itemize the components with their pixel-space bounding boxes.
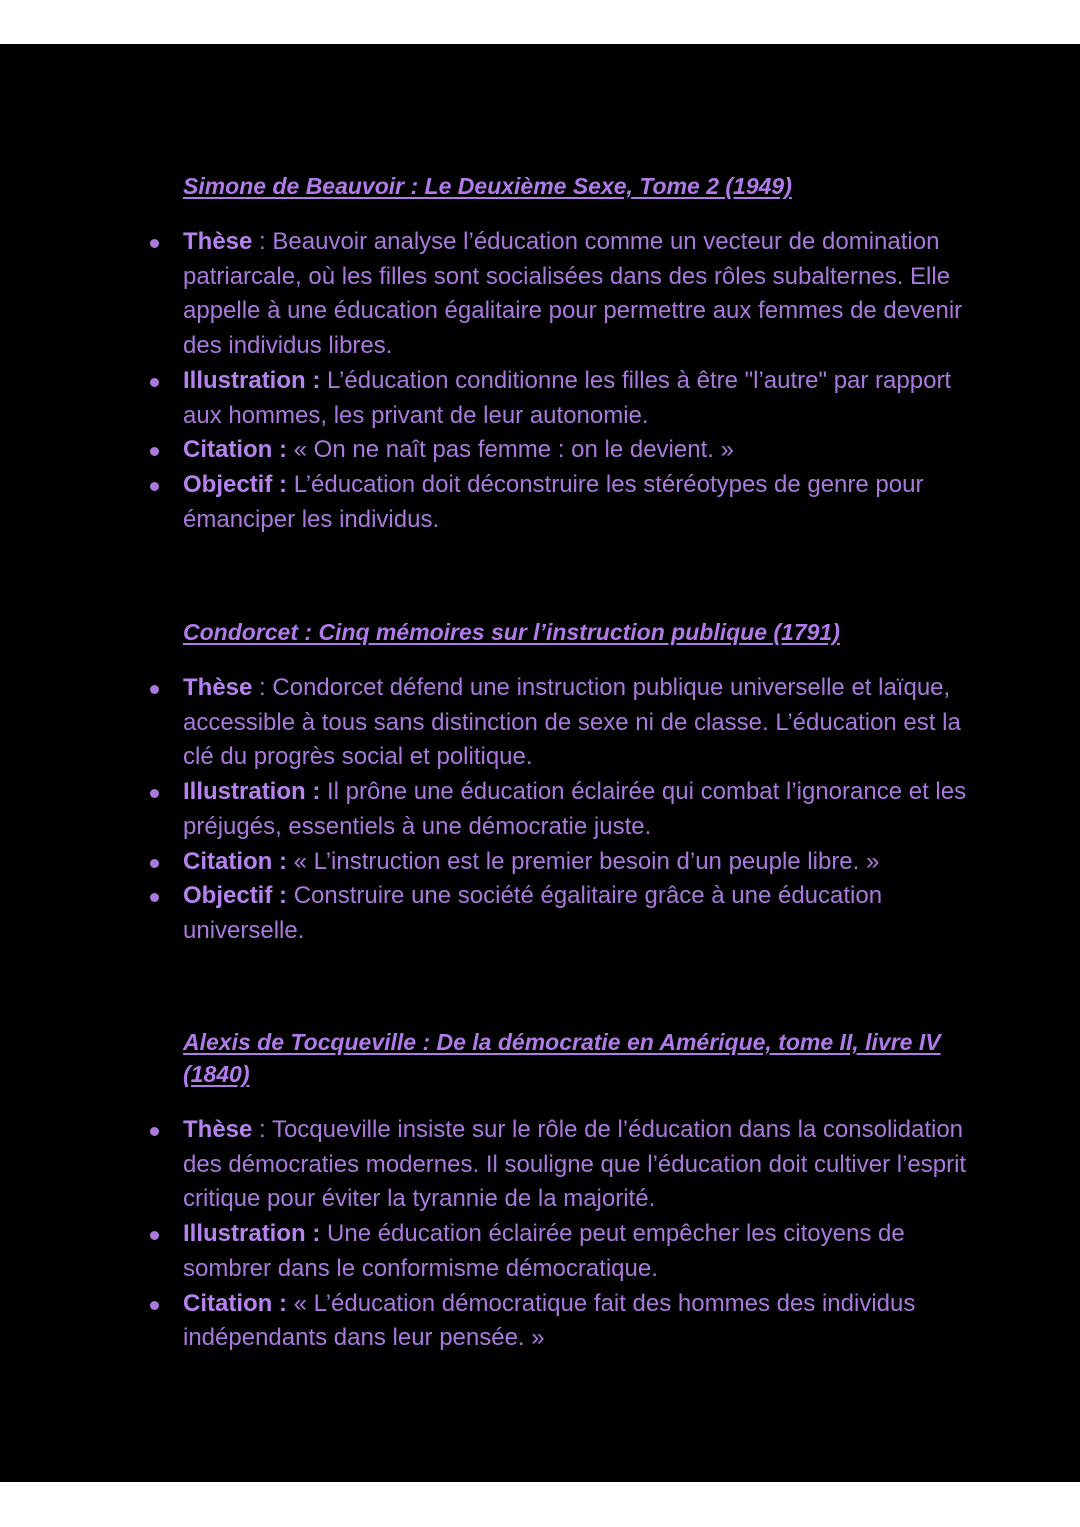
item-text: L’éducation conditionne les filles à être "l’autre" par rapport aux hommes, les privant de leur autonomie. xyxy=(183,366,952,429)
bullet-list xyxy=(0,225,1080,537)
item-text: Construire une société égalitaire grâce à une éducation universelle. xyxy=(183,882,883,944)
section-title: Alexis de Tocqueville : De la démocratie en Amérique, tome II, livre IV (1840) xyxy=(183,1029,941,1087)
bullet-icon xyxy=(150,789,159,798)
item-label: Thèse xyxy=(183,228,253,255)
list-item xyxy=(0,845,968,880)
bullet-icon xyxy=(150,685,159,694)
item-label: Citation : xyxy=(183,436,287,464)
list-item xyxy=(0,775,968,844)
list-item: Thèse : Beauvoir analyse l’éducation comme un vecteur de domination patriarcale, où les filles sont socialisées dans des rôles subalternes. Elle appelle à une éducation égalitaire pour permettre aux femmes de devenir des individus libres. xyxy=(0,225,968,364)
list-item: Thèse : Condorcet défend une instruction publique universelle et laïque, accessible à tous sans distinction de sexe ni de classe. L’éducation est la clé du progrès social et politique. xyxy=(0,671,968,775)
bullet-list xyxy=(0,1113,1080,1356)
list-item xyxy=(0,1217,968,1286)
bullet-icon xyxy=(150,239,159,248)
list-item xyxy=(0,879,968,948)
item-label: Objectif : xyxy=(183,470,288,498)
section-title: Condorcet : Cinq mémoires sur l’instruction publique (1791) xyxy=(183,619,840,645)
list-item: Thèse : Tocqueville insiste sur le rôle de l’éducation dans la consolidation des démocraties modernes. Il souligne que l’éducation doit cultiver l’esprit critique pour éviter la tyrannie de la majorité. xyxy=(0,1113,968,1217)
item-text: Une éducation éclairée peut empêcher les citoyens de sombrer dans le conformisme démocratique. xyxy=(183,1220,905,1282)
item-text: « On ne naît pas femme : on le devient. » xyxy=(293,436,734,464)
item-text: Beauvoir analyse l’éducation comme un vecteur de domination patriarcale, où les filles sont socialisées dans des rôles subalternes. Elle appelle à une éducation égalitaire pour permettre aux femmes de devenir des individus libres. xyxy=(183,228,963,360)
document-page xyxy=(0,44,1080,1482)
bullet-icon xyxy=(150,859,159,868)
bullet-list xyxy=(0,671,1080,949)
bullet-icon xyxy=(150,1301,159,1310)
bullet-icon xyxy=(150,1127,159,1136)
list-item xyxy=(0,364,968,433)
item-label: Thèse xyxy=(183,674,253,701)
item-label: Illustration : xyxy=(183,1220,321,1248)
item-label: Illustration : xyxy=(183,778,321,806)
item-text: Il prône une éducation éclairée qui combat l’ignorance et les préjugés, essentiels à une démocratie juste. xyxy=(183,778,967,840)
item-text: Tocqueville insiste sur le rôle de l’éducation dans la consolidation des démocraties modernes. Il souligne que l’éducation doit cultiver l’esprit critique pour éviter la tyrannie de la majorité. xyxy=(183,1116,967,1213)
item-label: Objectif : xyxy=(183,882,288,910)
list-item xyxy=(0,1287,968,1356)
item-label: Citation : xyxy=(183,1289,287,1317)
item-text: « L’instruction est le premier besoin d’un peuple libre. » xyxy=(293,847,880,875)
item-label: Citation : xyxy=(183,847,287,875)
bullet-icon xyxy=(150,893,159,902)
item-text: L’éducation doit déconstruire les stéréotypes de genre pour émanciper les individus. xyxy=(183,470,924,533)
bullet-icon xyxy=(150,447,159,456)
bullet-icon xyxy=(150,378,159,387)
bullet-icon xyxy=(150,482,159,491)
list-item xyxy=(0,433,968,468)
item-text: « L’éducation démocratique fait des hommes des individus indépendants dans leur pensée. » xyxy=(183,1289,916,1352)
item-text: Condorcet défend une instruction publique universelle et laïque, accessible à tous sans distinction de sexe ni de classe. L’éducation est la clé du progrès social et politique. xyxy=(183,674,961,771)
item-label: Illustration : xyxy=(183,366,321,394)
list-item xyxy=(0,468,968,537)
section-title: Simone de Beauvoir : Le Deuxième Sexe, Tome 2 (1949) xyxy=(183,173,792,199)
item-label: Thèse xyxy=(183,1116,253,1143)
bullet-icon xyxy=(150,1231,159,1240)
